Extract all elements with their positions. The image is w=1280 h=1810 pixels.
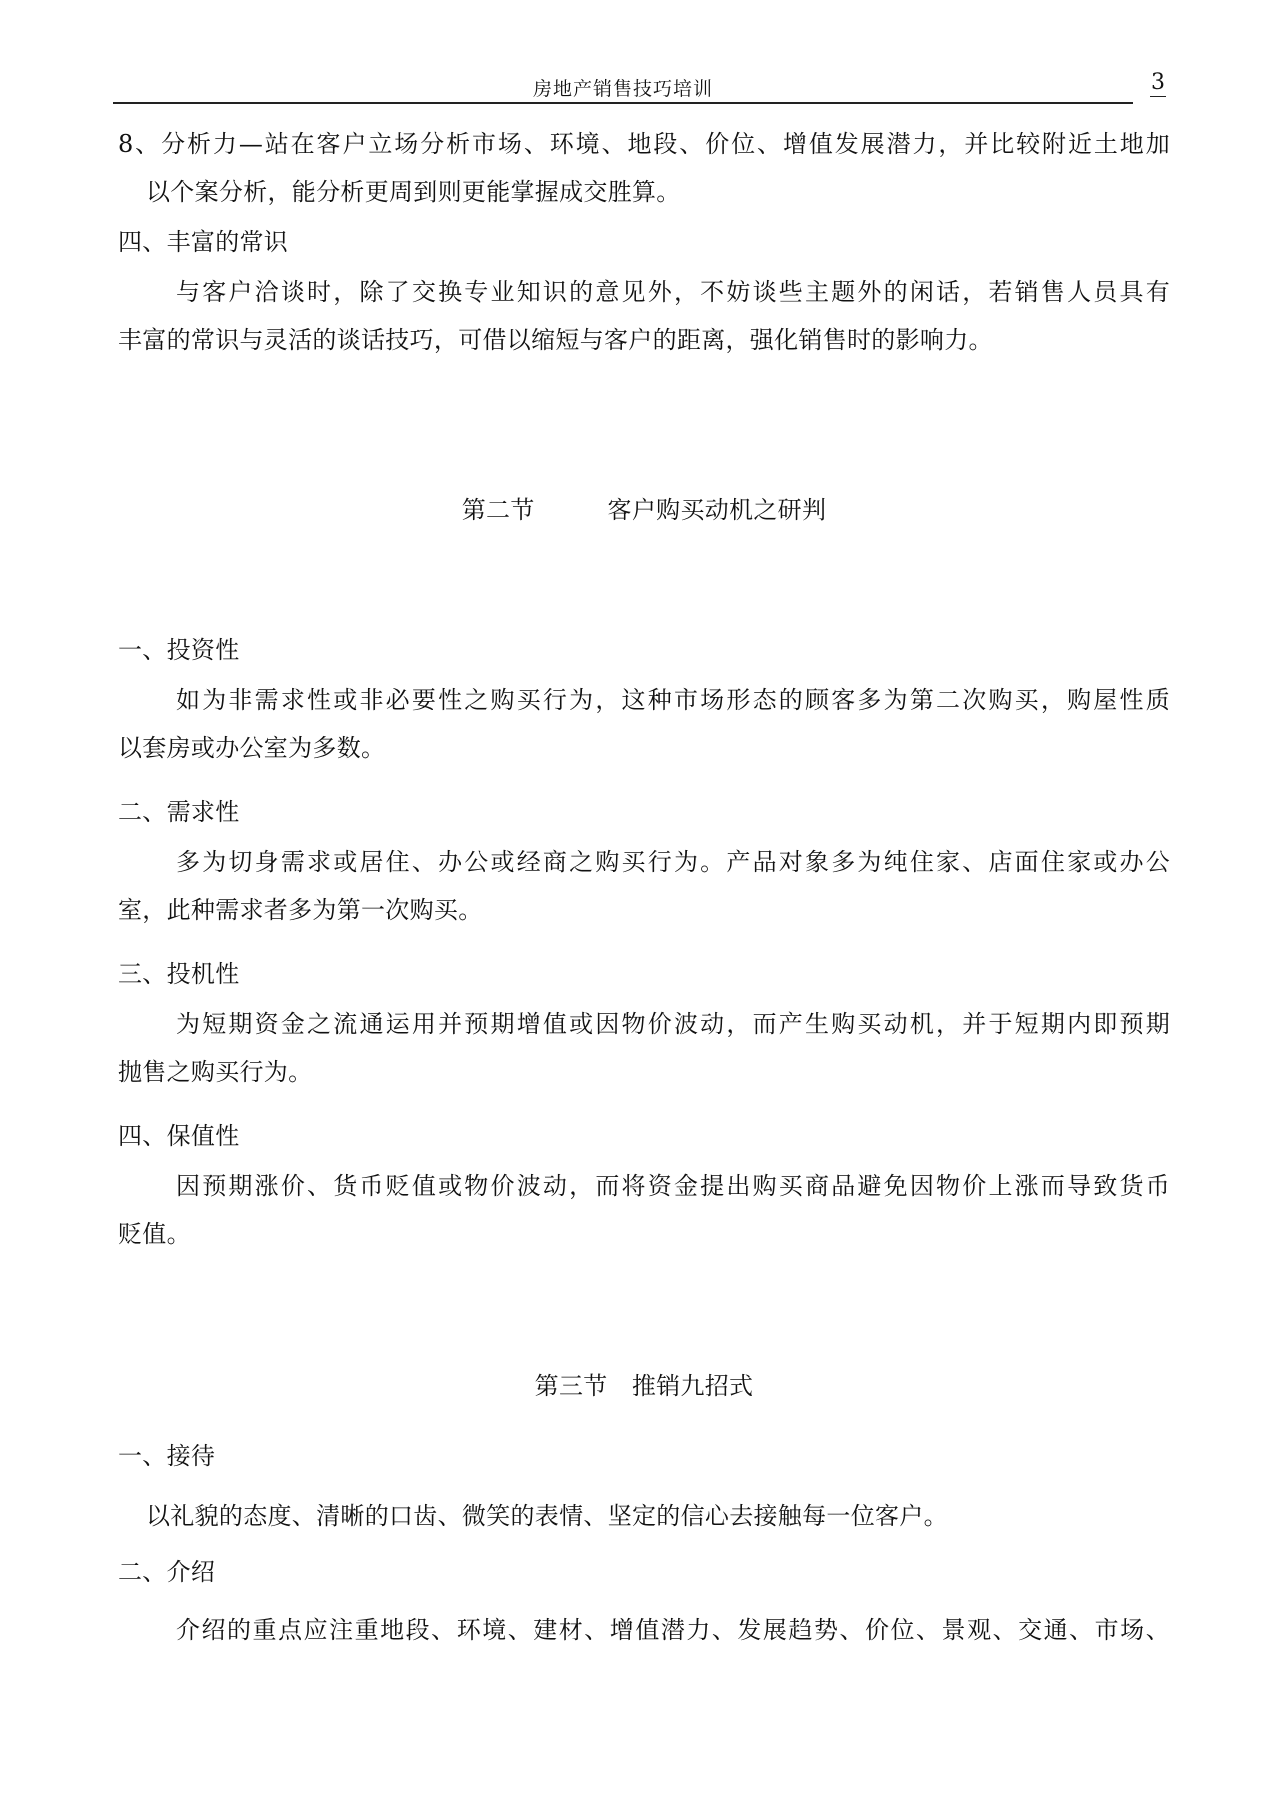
list-heading: 一、接待: [118, 1442, 216, 1470]
paragraph-line: 为短期资金之流通运用并预期增值或因物价波动，而产生购买动机，并于短期内即预期: [176, 1010, 1170, 1038]
paragraph-line: 丰富的常识与灵活的谈话技巧，可借以缩短与客户的距离，强化销售时的影响力。: [118, 326, 993, 354]
page-header: [113, 72, 1133, 104]
paragraph-line: 8、分析力—站在客户立场分析市场、环境、地段、价位、增值发展潜力，并比较附近土地加: [118, 130, 1170, 158]
paragraph-line: 与客户洽谈时，除了交换专业知识的意见外，不妨谈些主题外的闲话，若销售人员具有: [176, 278, 1170, 306]
header-title: 房地产销售技巧培训: [532, 78, 713, 100]
paragraph-line: 介绍的重点应注重地段、环境、建材、增值潜力、发展趋势、价位、景观、交通、市场、: [176, 1616, 1170, 1644]
paragraph-line: 如为非需求性或非必要性之购买行为，这种市场形态的顾客多为第二次购买，购屋性质: [176, 686, 1170, 714]
section-title: 第二节 客户购买动机之研判: [461, 496, 827, 524]
paragraph-line: 以套房或办公室为多数。: [118, 734, 386, 762]
paragraph-line: 因预期涨价、货币贬值或物价波动，而将资金提出购买商品避免因物价上涨而导致货币: [176, 1172, 1170, 1200]
list-heading: 二、需求性: [118, 798, 240, 826]
paragraph-line: 多为切身需求或居住、办公或经商之购买行为。产品对象多为纯住家、店面住家或办公: [176, 848, 1170, 876]
page-number: 3: [1151, 70, 1165, 95]
list-heading: 三、投机性: [118, 960, 240, 988]
list-heading: 二、介绍: [118, 1558, 216, 1586]
paragraph-line: 抛售之购买行为。: [118, 1058, 313, 1086]
list-heading: 四、保值性: [118, 1122, 240, 1150]
paragraph-line: 室，此种需求者多为第一次购买。: [118, 896, 483, 924]
list-heading: 一、投资性: [118, 636, 240, 664]
list-heading: 四、丰富的常识: [118, 228, 289, 256]
paragraph-line: 贬值。: [118, 1220, 191, 1248]
paragraph-line: 以礼貌的态度、清晰的口齿、微笑的表情、坚定的信心去接触每一位客户。: [146, 1502, 948, 1530]
paragraph-line: 以个案分析，能分析更周到则更能掌握成交胜算。: [146, 178, 681, 206]
section-title: 第三节 推销九招式: [534, 1372, 754, 1400]
